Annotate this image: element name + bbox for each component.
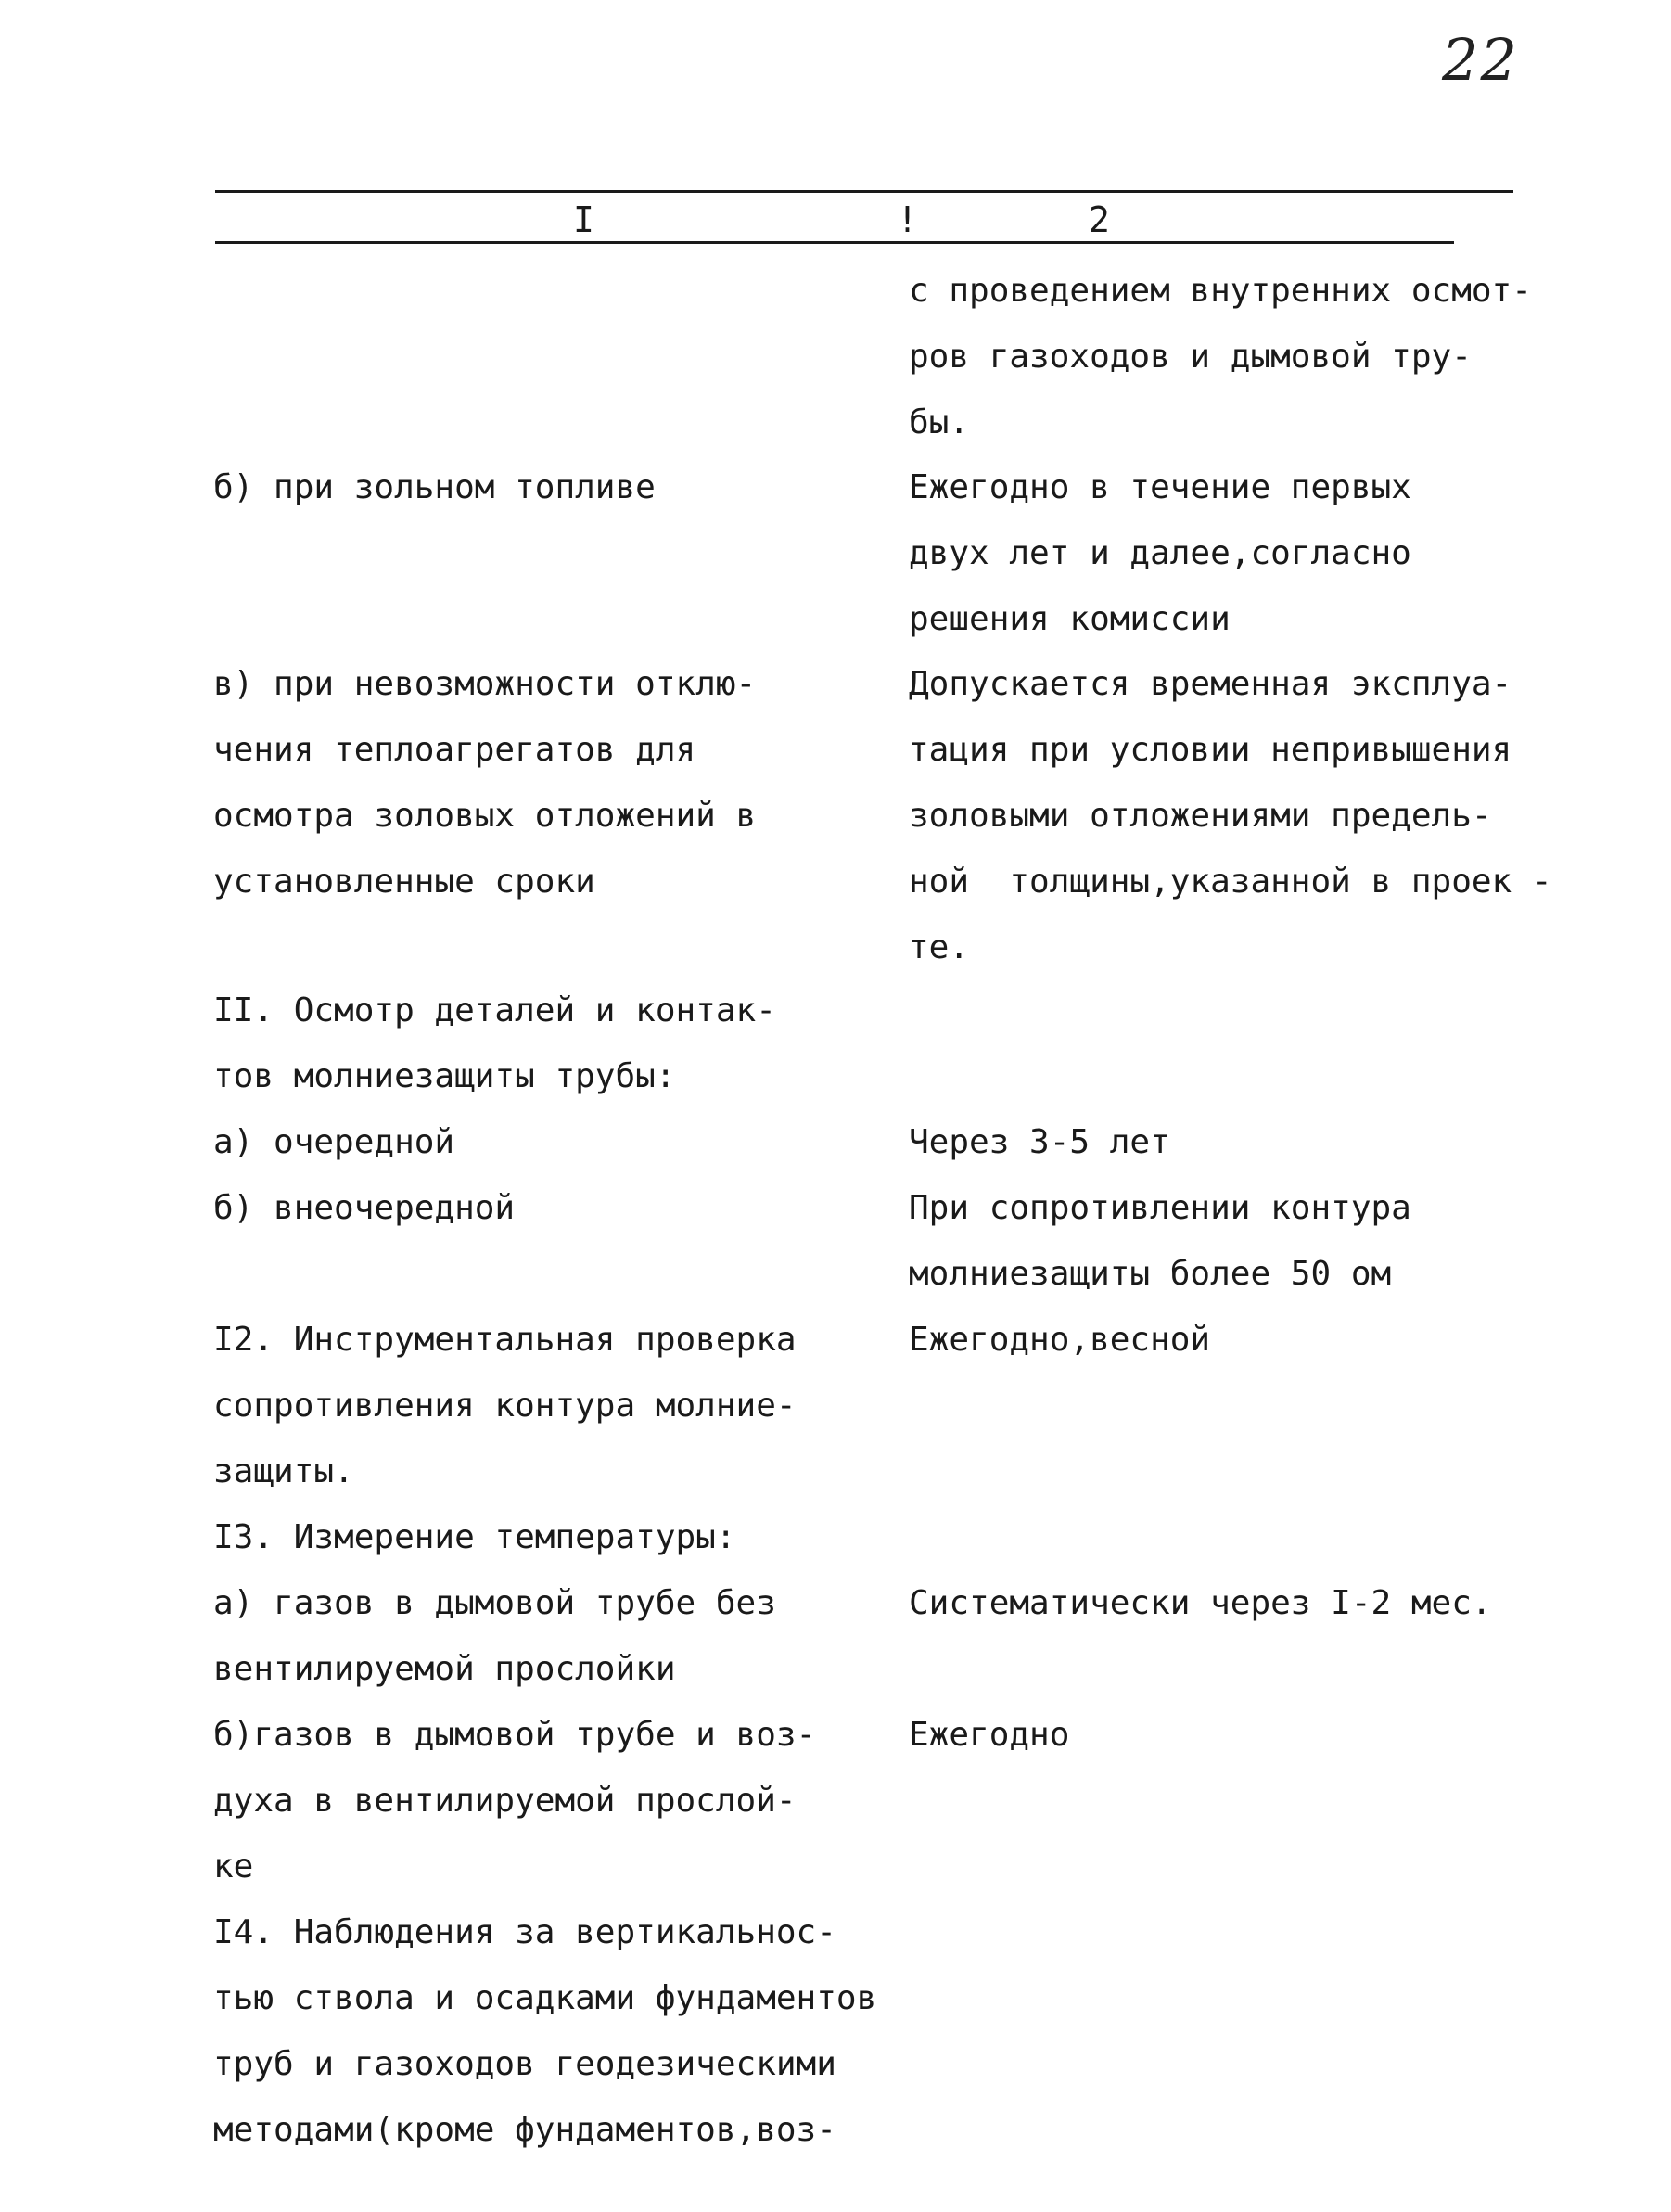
column-separator: ! xyxy=(897,199,918,240)
row-10-col-2: Ежегодно xyxy=(909,1716,1070,1754)
header-bottom-rule xyxy=(215,241,1454,244)
row-3-col-1: в) при невозможности отклю- чения теплоагрегатов для осмотра золовых отложений в установленные сроки xyxy=(213,665,757,901)
row-10-col-1: б)газов в дымовой трубе и воз- духа в вентилируемой прослой- ке xyxy=(213,1716,817,1886)
row-1-col-2: с проведением внутренних осмот- ров газоходов и дымовой тру- бы. xyxy=(909,272,1532,441)
column-2-heading: 2 xyxy=(1089,199,1110,240)
row-3-col-2: Допускается временная эксплуа- тация при условии непривышения золовыми отложениями предель- ной толщины,указанной в проек - те. xyxy=(909,665,1552,966)
row-11-col-1: I4. Наблюдения за вертикальнос- тью ствола и осадками фундаментов труб и газоходов геодезическими методами(кроме фундаментов,воз- xyxy=(213,1913,877,2149)
row-7-col-1: I2. Инструментальная проверка сопротивления контура молние- защиты. xyxy=(213,1321,797,1490)
row-2-col-2: Ежегодно в течение первых двух лет и далее,согласно решения комиссии xyxy=(909,468,1411,638)
row-9-col-2: Систематически через I-2 мес. xyxy=(909,1584,1492,1622)
page-number: 22 xyxy=(1442,26,1519,94)
column-1-heading: I xyxy=(573,199,594,240)
row-5-col-2: Через 3-5 лет xyxy=(909,1123,1170,1161)
row-9-col-1: а) газов в дымовой трубе без вентилируемой прослойки xyxy=(213,1584,776,1688)
row-7-col-2: Ежегодно,весной xyxy=(909,1321,1211,1359)
row-6-col-1: б) внеочередной xyxy=(213,1189,516,1227)
row-2-col-1: б) при зольном топливе xyxy=(213,468,656,506)
header-top-rule xyxy=(215,190,1513,193)
row-5-col-1: а) очередной xyxy=(213,1123,455,1161)
row-8-col-1: I3. Измерение температуры: xyxy=(213,1518,736,1556)
row-4-col-1: II. Осмотр деталей и контак- тов молниезащиты трубы: xyxy=(213,991,776,1095)
row-6-col-2: При сопротивлении контура молниезащиты более 50 ом xyxy=(909,1189,1411,1293)
